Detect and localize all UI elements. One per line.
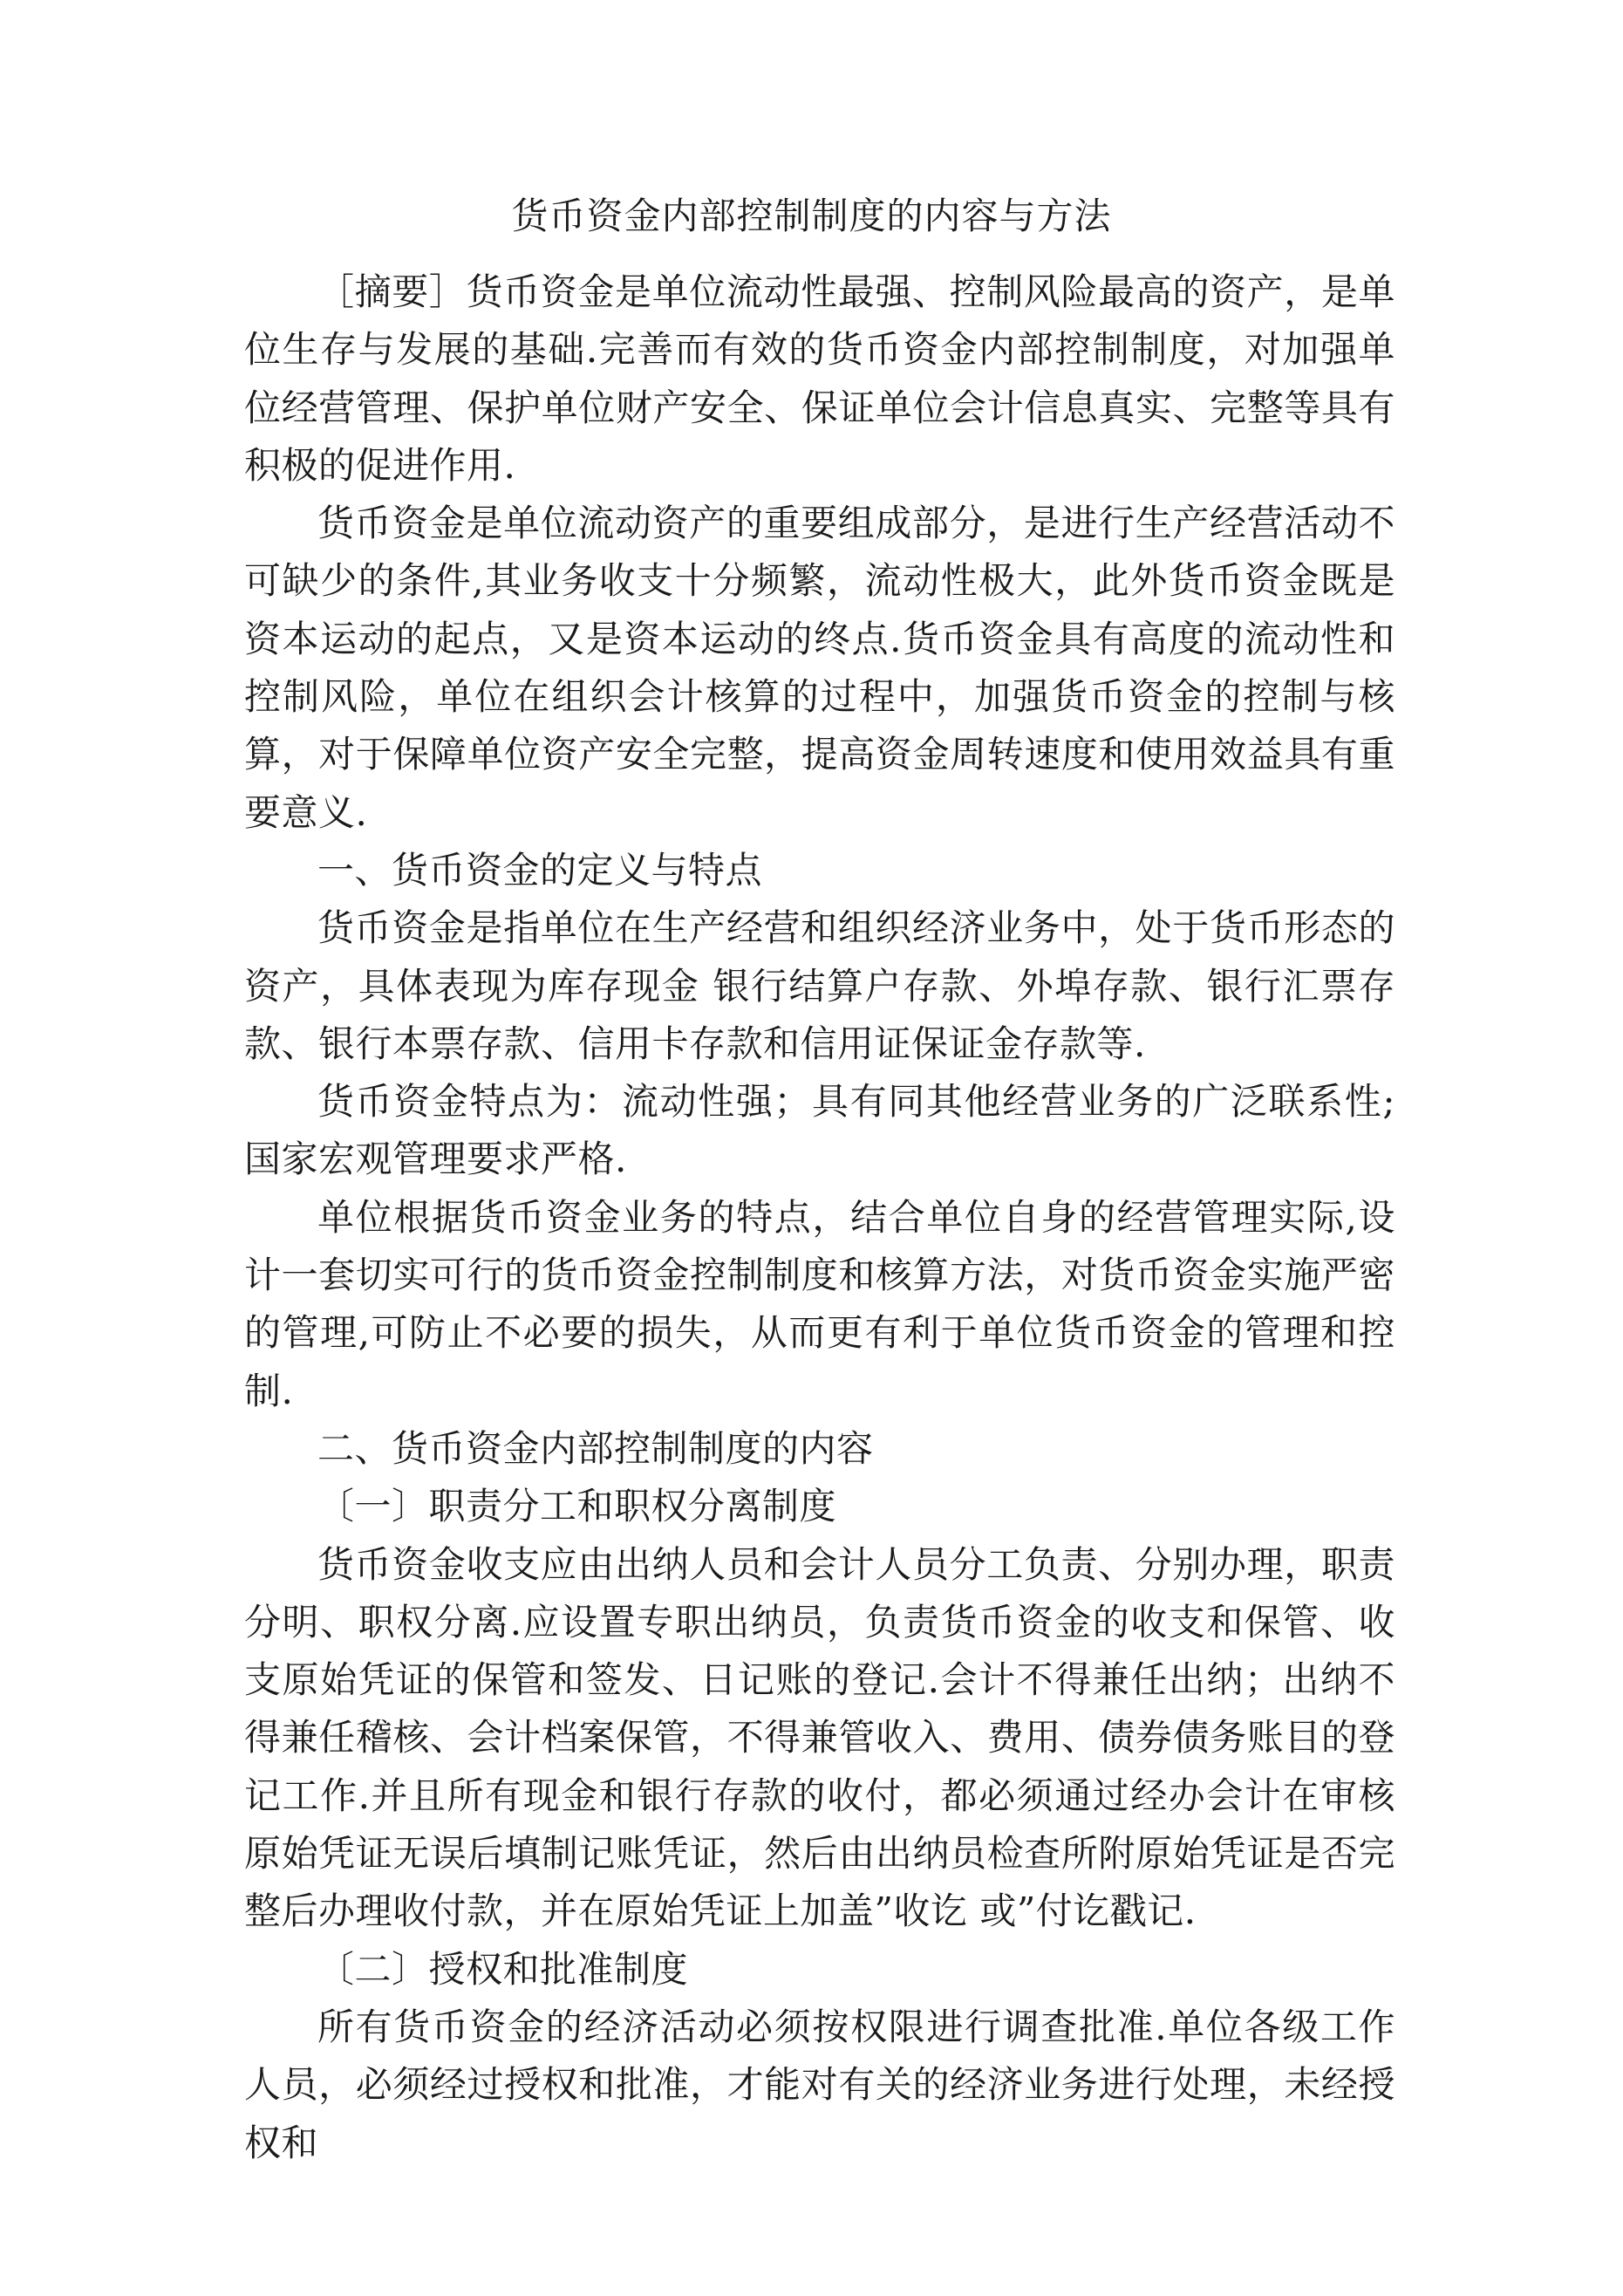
abstract-paragraph: ［摘要］货币资金是单位流动性最强、控制风险最高的资产，是单位生存与发展的基础.完善而有效的货币资金内部控制制度，对加强单位经营管理、保护单位财产安全、保证单位会计信息真实、完整等具有积极的促进作用. <box>244 270 1395 487</box>
subsection-heading: 〔一〕职责分工和职权分离制度 <box>317 1485 837 1528</box>
document-title: 货币资金内部控制制度的内容与方法 <box>511 195 1112 237</box>
body-paragraph: 所有货币资金的经济活动必须按权限进行调查批准.单位各级工作人员，必须经过授权和批准，才能对有关的经济业务进行处理，未经授权和 <box>244 2005 1395 2164</box>
body-paragraph: 货币资金特点为：流动性强；具有同其他经营业务的广泛联系性;国家宏观管理要求严格. <box>244 1080 1395 1181</box>
section-heading: 二、货币资金内部控制制度的内容 <box>317 1426 874 1470</box>
body-paragraph: 货币资金收支应由出纳人员和会计人员分工负责、分别办理，职责分明、职权分离.应设置专职出纳员，负责货币资金的收支和保管、收支原始凭证的保管和签发、日记账的登记.会计不得兼任出纳；出纳不得兼任稽核、会计档案保管，不得兼管收入、费用、债券债务账目的登记工作.并且所有现金和银行存款的收付，都必须通过经办会计在审核原始凭证无误后填制记账凭证，然后由出纳员检查所附原始凭证是否完整后办理收付款，并在原始凭证上加盖”收讫 或”付讫戳记. <box>244 1542 1395 1933</box>
section-heading: 一、货币资金的定义与特点 <box>317 848 763 892</box>
body-paragraph: 货币资金是指单位在生产经营和组织经济业务中，处于货币形态的资产，具体表现为库存现金 银行结算户存款、外埠存款、银行汇票存款、银行本票存款、信用卡存款和信用证保证金存款等. <box>244 906 1395 1065</box>
document-body <box>244 263 1395 2172</box>
body-paragraph: 货币资金是单位流动资产的重要组成部分，是进行生产经营活动不可缺少的条件,其业务收支十分频繁，流动性极大，此外货币资金既是资本运动的起点，又是资本运动的终点.货币资金具有高度的流动性和控制风险，单位在组织会计核算的过程中，加强货币资金的控制与核算，对于保障单位资产安全完整，提高资金周转速度和使用效益具有重要意义. <box>244 502 1395 834</box>
body-paragraph: 单位根据货币资金业务的特点，结合单位自身的经营管理实际,设计一套切实可行的货币资金控制制度和核算方法，对货币资金实施严密的管理,可防止不必要的损失，从而更有利于单位货币资金的管理和控制. <box>244 1195 1395 1412</box>
subsection-heading: 〔二〕授权和批准制度 <box>317 1947 689 1991</box>
